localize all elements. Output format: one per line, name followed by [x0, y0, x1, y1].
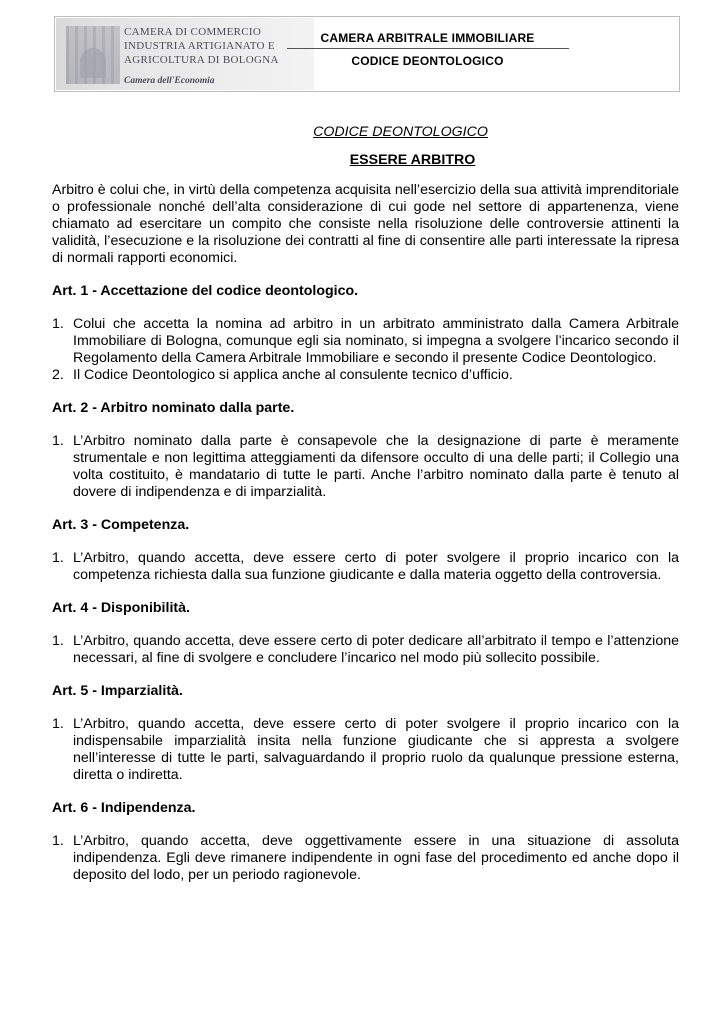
article-heading: Art. 4 - Disponibilità. [52, 600, 190, 616]
clause-number: 1. [52, 716, 64, 732]
articles-list [52, 283, 679, 884]
clause-list [52, 550, 679, 584]
clause-item [52, 550, 679, 584]
clause-list [52, 716, 679, 784]
article-heading: Art. 5 - Imparzialità. [52, 683, 183, 699]
clause-item [52, 367, 679, 384]
clause-text: L’Arbitro, quando accetta, deve essere certo di poter svolgere il proprio incarico con la indispensabile imparzialità insita nella funzione giudicante che si appresta a svolgere nell’interesse di tutte le parti, salvaguardando il proprio ruolo da qualunque pressione esterna, diretta o indiretta. [73, 716, 679, 783]
logo-line-1: CAMERA DI COMMERCIO [124, 26, 262, 38]
clause-list [52, 433, 679, 501]
logo-line-2: INDUSTRIA ARTIGIANATO E [124, 40, 275, 52]
clause-item [52, 633, 679, 667]
clause-list [52, 833, 679, 884]
clause-text: L’Arbitro, quando accetta, deve essere certo di poter dedicare all’arbitrato il tempo e l’attenzione necessari, al fine di svolgere e concludere l’incarico nel modo più sollecito possibile. [73, 633, 679, 666]
chamber-logo [56, 18, 314, 90]
clause-item [52, 716, 679, 784]
clause-number: 2. [52, 367, 64, 383]
clause-text: L’Arbitro, quando accetta, deve oggettivamente essere in una situazione di assoluta indipendenza. Egli deve rimanere indipendente in ogni fase del procedimento ed anche dopo il deposito del lodo, per un periodo ragionevole. [73, 833, 679, 883]
clause-list [52, 633, 679, 667]
clause-text: L’Arbitro, quando accetta, deve essere certo di poter svolgere il proprio incarico con la competenza richiesta dalla sua funzione giudicante e dalla materia oggetto della controversia. [73, 550, 679, 583]
clause-text: Il Codice Deontologico si applica anche al consulente tecnico d’ufficio. [73, 367, 513, 383]
clause-text: Colui che accetta la nomina ad arbitro in un arbitrato amministrato dalla Camera Arbitrale Immobiliare di Bologna, comunque egli sia nominato, si impegna a svolgere l’incarico secondo il Regolamento della Camera Arbitrale Immobiliare e secondo il presente Codice Deontologico. [73, 316, 679, 366]
logo-subtitle: Camera dell'Economia [124, 76, 215, 86]
clause-text: L’Arbitro nominato dalla parte è consapevole che la designazione di parte è meramente strumentale e non legittima atteggiamenti da difensore occulto di una delle parti; il Collegio una volta costituito, è mandatario di tutte le parti. Anche l’arbitro nominato dalla parte è tenuto al dovere di indipendenza e di imparzialità. [73, 433, 679, 500]
clause-item [52, 433, 679, 501]
clause-number: 1. [52, 550, 64, 566]
clause-number: 1. [52, 833, 64, 849]
clause-number: 1. [52, 433, 64, 449]
intro-paragraph: Arbitro è colui che, in virtù della competenza acquisita nell’esercizio della sua attività imprenditoriale o professionale nonché dell’alta considerazione di cui gode nel settore di appartenenza, viene chiamato ad esercitare un compito che consiste nella risoluzione delle controversie attinenti la validità, l’esecuzione e la risoluzione dei contratti al fine di consentire alle parti interessate la ripresa di normali rapporti economici. [52, 182, 679, 266]
header-divider [287, 48, 569, 49]
header-title: CAMERA ARBITRALE IMMOBILIARE [320, 31, 535, 45]
document-title: CODICE DEONTOLOGICO [313, 124, 488, 140]
building-icon [66, 26, 120, 84]
header-subtitle: CODICE DEONTOLOGICO [351, 54, 504, 68]
clause-item [52, 833, 679, 884]
clause-list [52, 316, 679, 384]
section-title: ESSERE ARBITRO [349, 152, 476, 168]
clause-number: 1. [52, 633, 64, 649]
clause-number: 1. [52, 316, 64, 332]
page-header [54, 16, 680, 92]
document-body [52, 124, 679, 884]
article-heading: Art. 3 - Competenza. [52, 517, 190, 533]
article-heading: Art. 1 - Accettazione del codice deontologico. [52, 283, 359, 299]
logo-line-3: AGRICOLTURA DI BOLOGNA [124, 54, 279, 66]
article-heading: Art. 2 - Arbitro nominato dalla parte. [52, 400, 295, 416]
clause-item [52, 316, 679, 367]
article-heading: Art. 6 - Indipendenza. [52, 800, 196, 816]
